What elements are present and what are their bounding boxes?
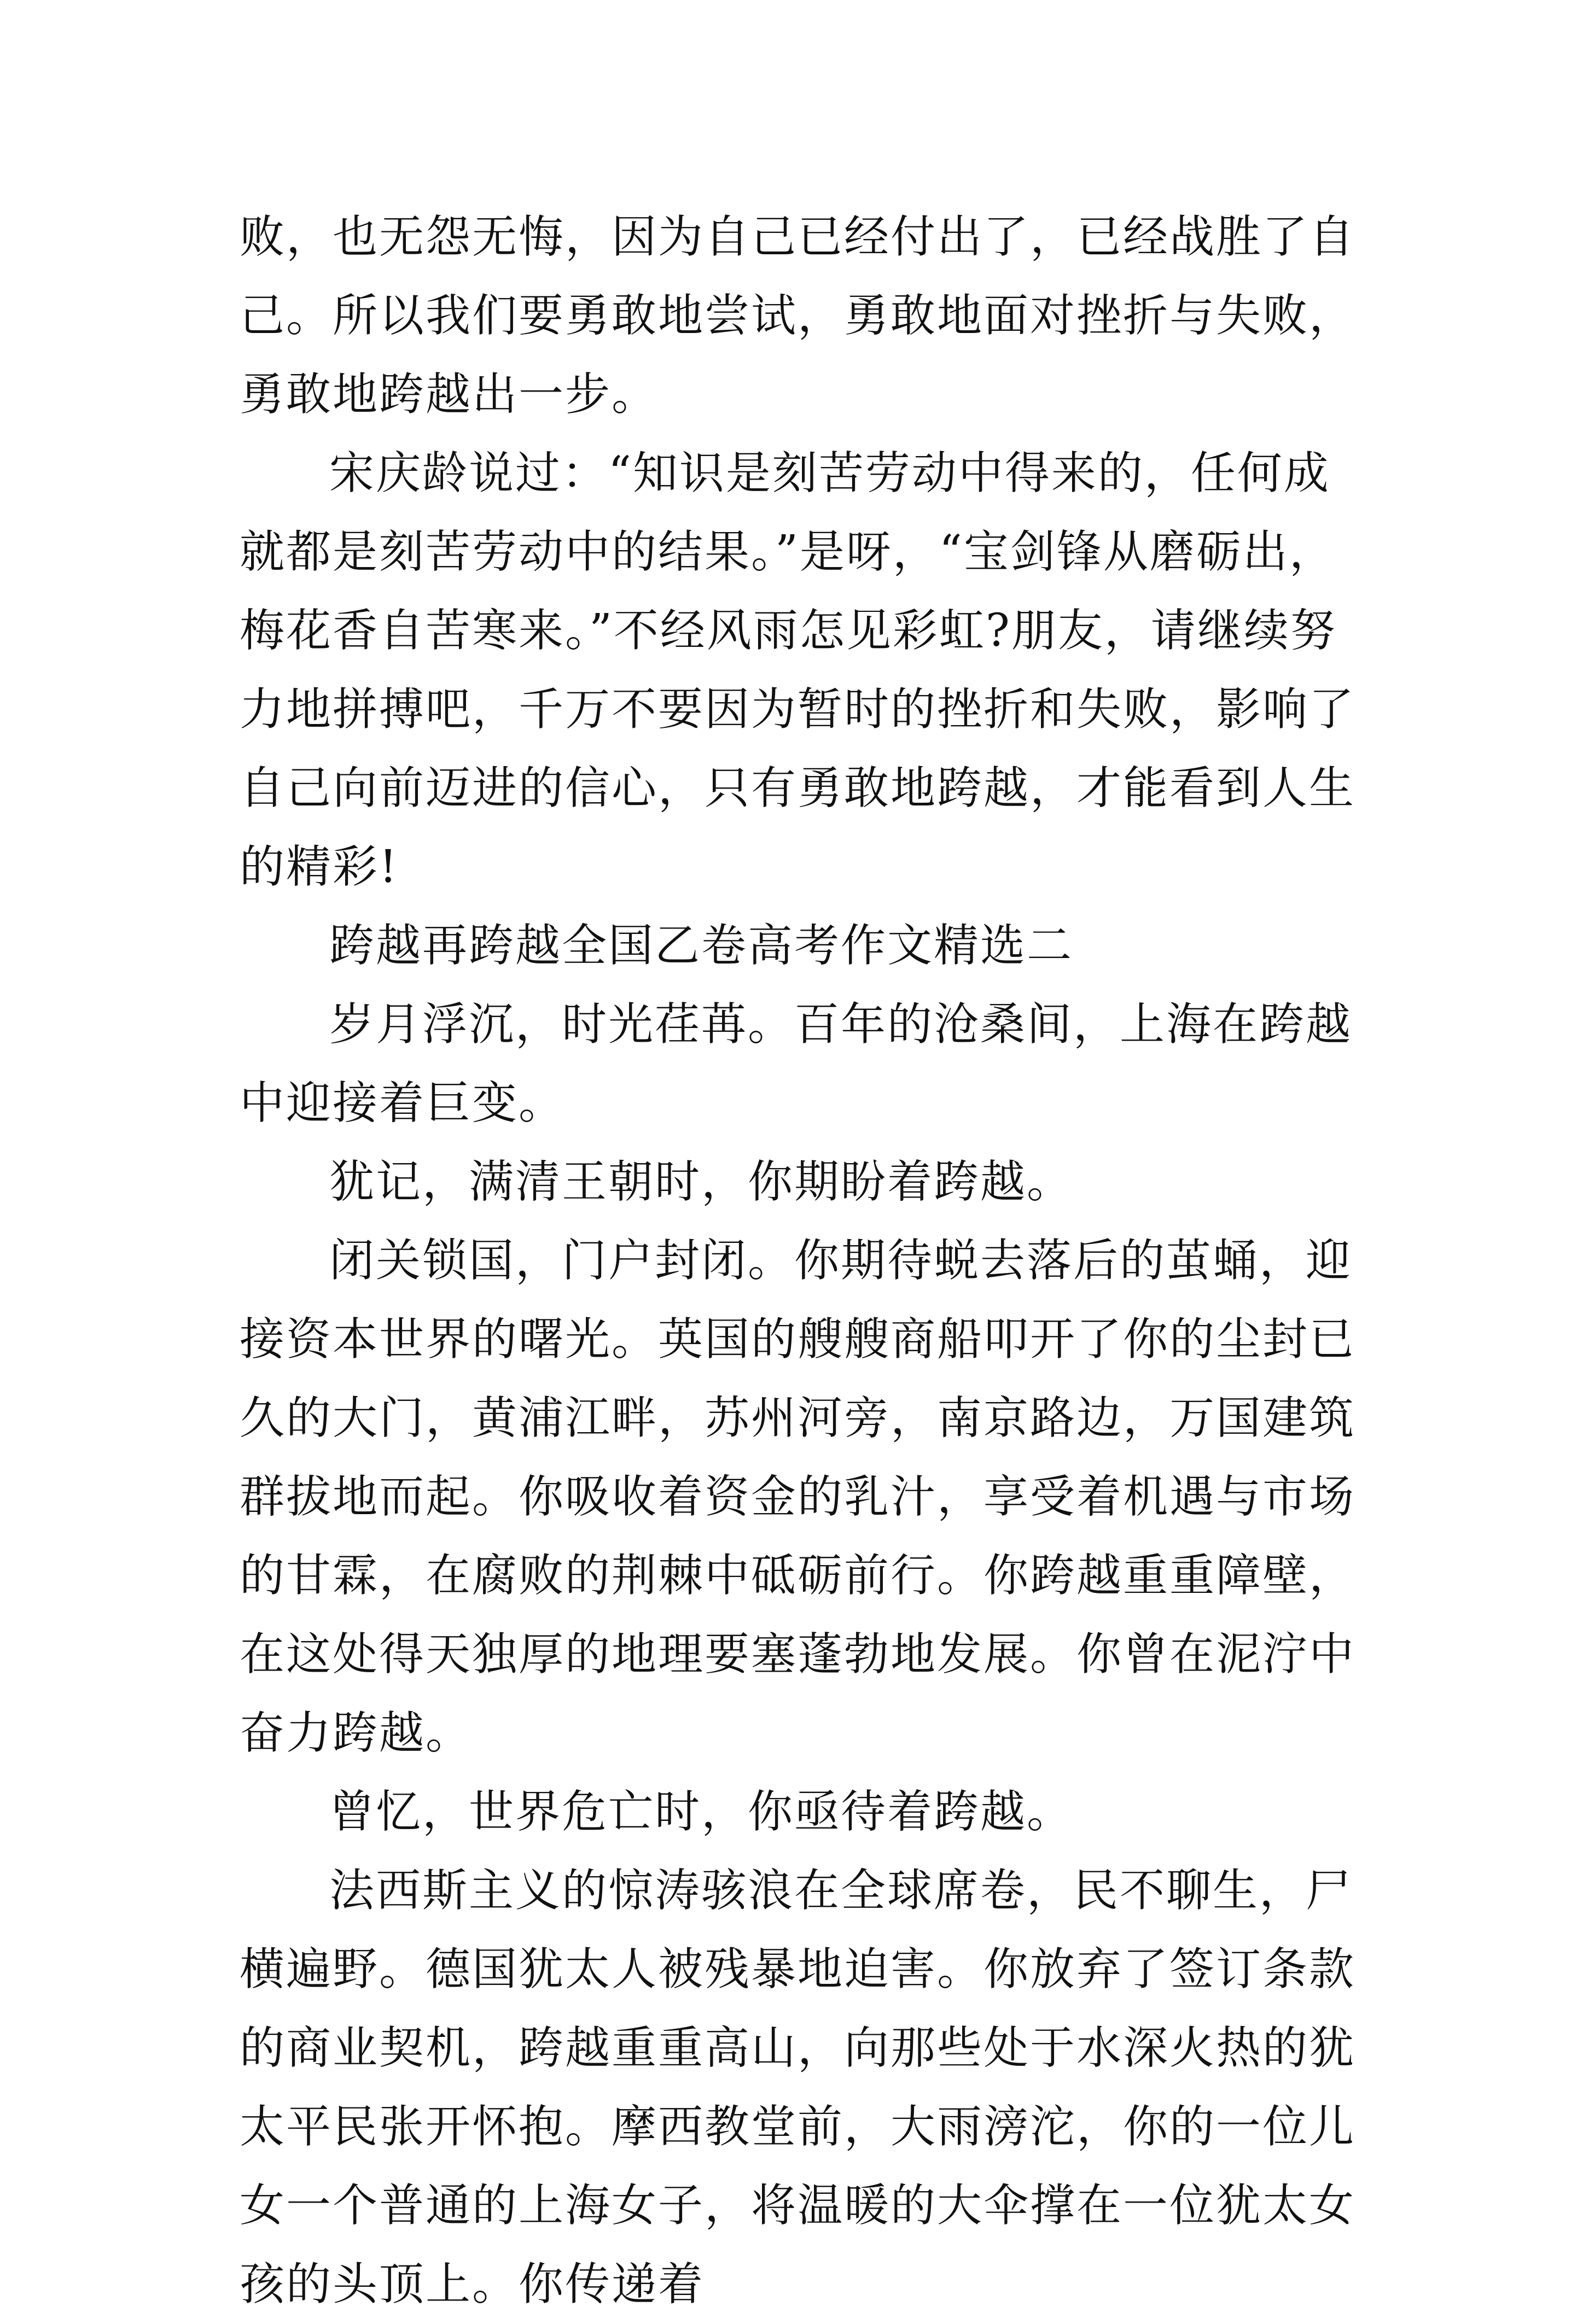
paragraph-5: 闭关锁国，门户封闭。你期待蜕去落后的茧蛹，迎接资本世界的曙光。英国的艘艘商船叩开了你的尘封已久的大门，黄浦江畔，苏州河旁，南京路边，万国建筑群拔地而起。你吸收着资金的乳汁，享受着机遇与市场的甘霖，在腐败的荆棘中砥砺前行。你跨越重重障壁，在这处得天独厚的地理要塞蓬勃地发展。你曾在泥泞中奋力跨越。 [240,1235,1356,1759]
section-heading: 跨越再跨越全国乙卷高考作文精选二 [329,920,1074,972]
body-text [240,198,1355,2324]
paragraph-3: 岁月浮沉，时光荏苒。百年的沧桑间，上海在跨越中迎接着巨变。 [240,998,1353,1129]
paragraph-7: 法西斯主义的惊涛骇浪在全球席卷，民不聊生，尸横遍野。德国犹太人被残暴地迫害。你放弃了签订条款的商业契机，跨越重重高山，向那些处于水深火热的犹太平民张开怀抱。摩西教堂前，大雨滂沱，你的一位儿女一个普通的上海女子，将温暖的大伞撑在一位犹太女孩的头顶上。你传递着 [240,1865,1356,2310]
paragraph-6: 曾忆，世界危亡时，你亟待着跨越。 [329,1786,1074,1838]
paragraph-1: 败，也无怨无悔，因为自己已经付出了，已经战胜了自己。所以我们要勇敢地尝试，勇敢地面对挫折与失败，勇敢地跨越出一步。 [240,211,1356,421]
paragraph-2: 宋庆龄说过：“知识是刻苦劳动中得来的，任何成就都是刻苦劳动中的结果。”是呀，“宝剑锋从磨砺出，梅花香自苦寒来。”不经风雨怎见彩虹?朋友，请继续努力地拼搏吧，千万不要因为暂时的挫折和失败，影响了自己向前迈进的信心，只有勇敢地跨越，才能看到人生的精彩! [240,447,1356,893]
paragraph-4: 犹记，满清王朝时，你期盼着跨越。 [329,1156,1074,1208]
